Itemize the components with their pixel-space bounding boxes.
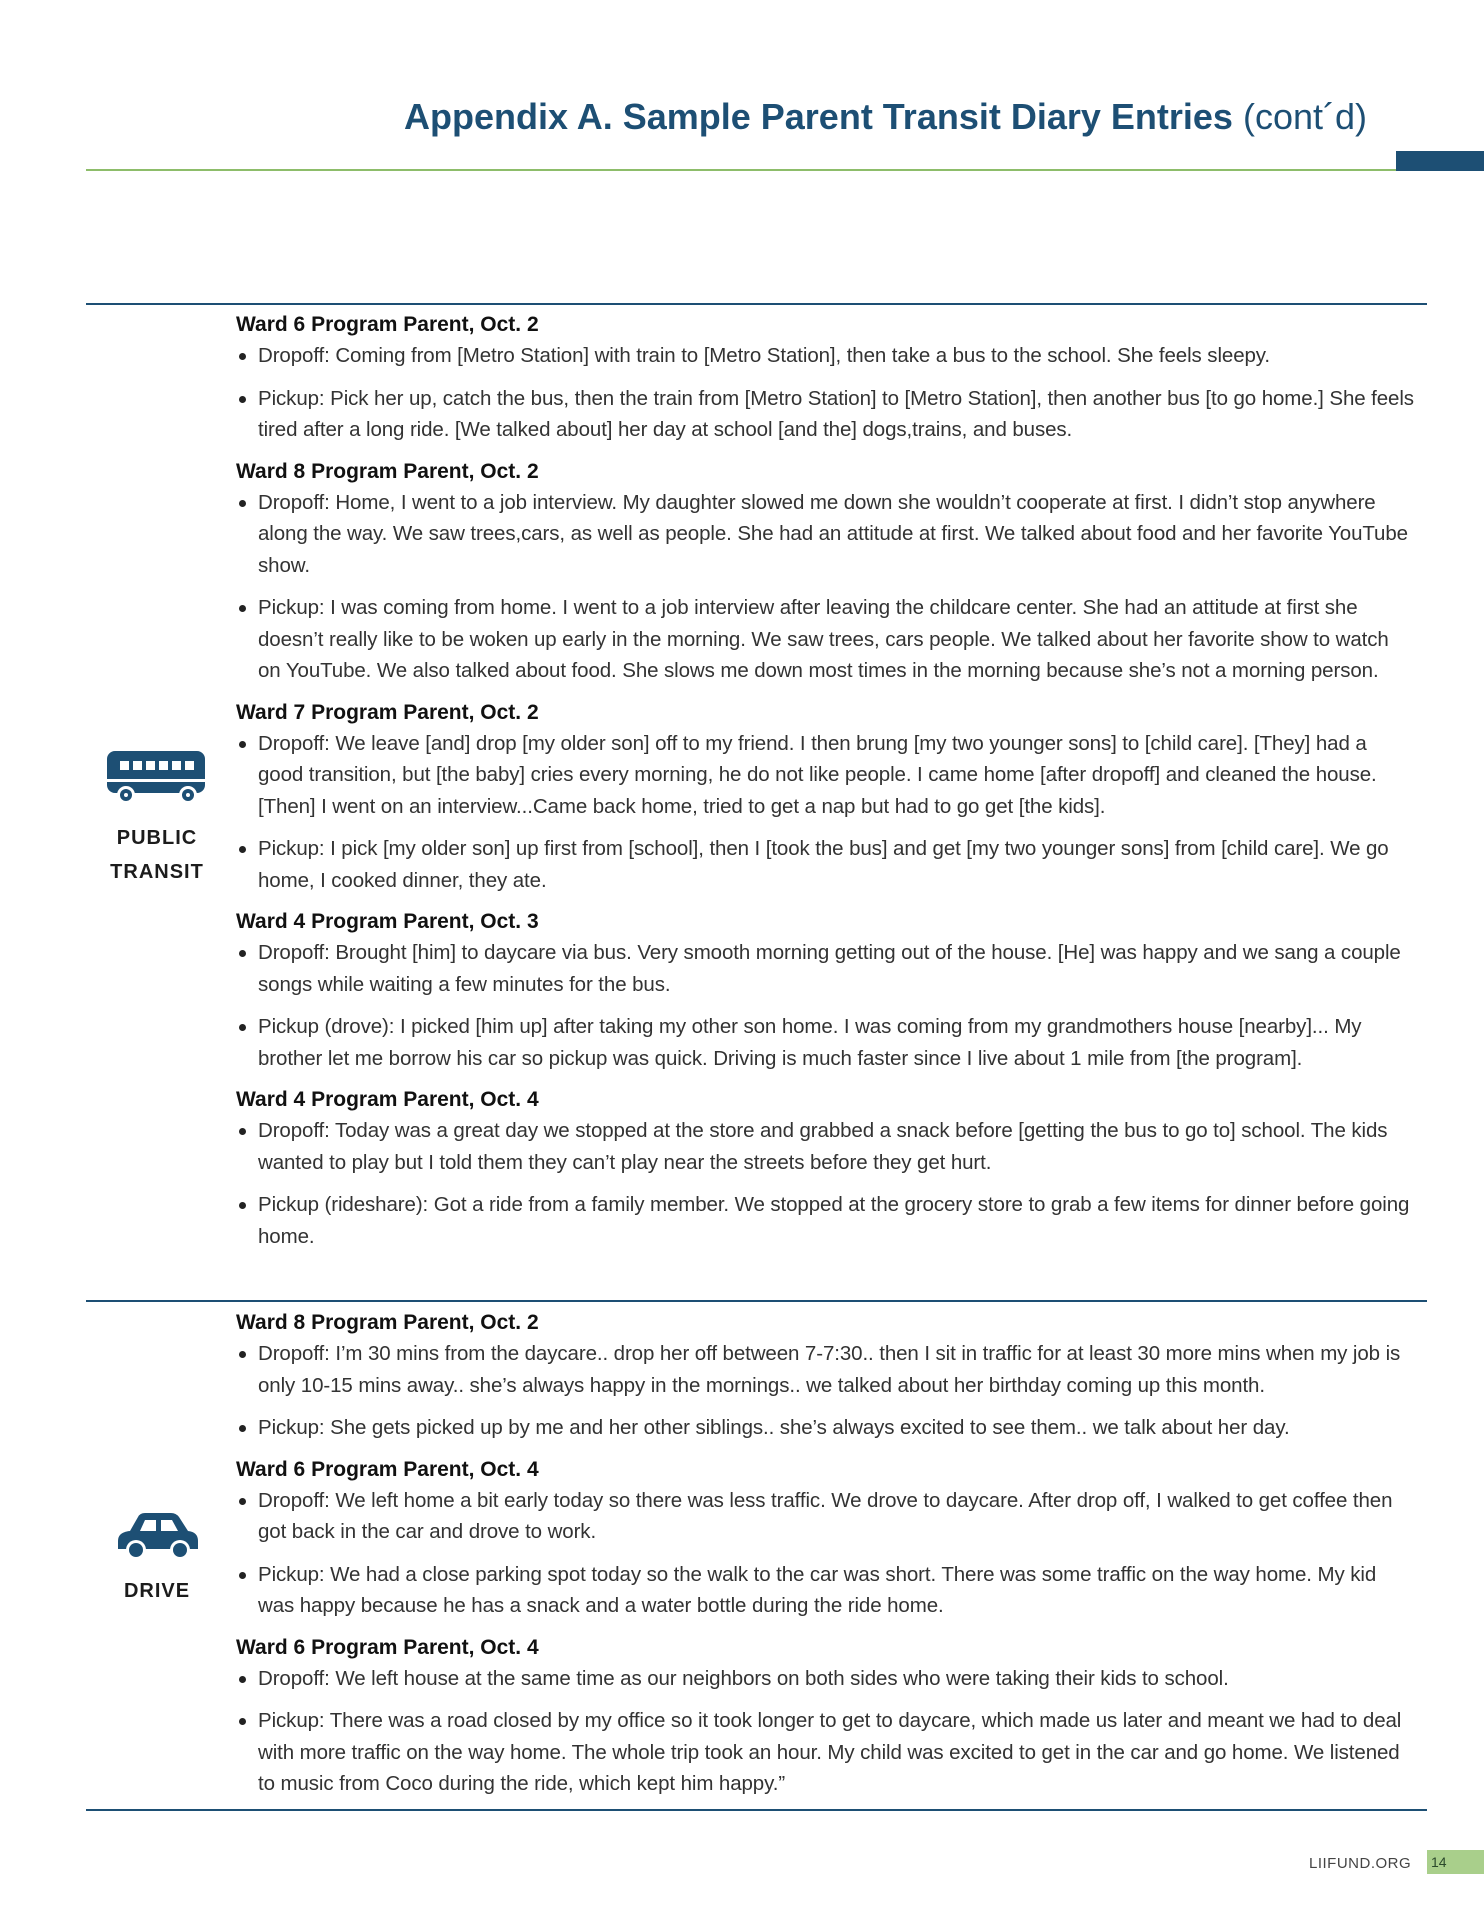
mode-label-line2: TRANSIT: [110, 861, 204, 883]
entry-pickup: Pickup: There was a road closed by my office so it took longer to get to daycare, which made us later and meant we had to deal with more traffic on the way home. The whole trip took an hour. My child was excited to get in the car and go home. We listened to music from Coco during the ride, which kept him happy.”: [236, 1705, 1416, 1800]
entry-pickup: Pickup: She gets picked up by me and her other siblings.. she’s always excited to see them.. we talk about her day.: [236, 1412, 1416, 1444]
entry-pickup: Pickup (rideshare): Got a ride from a family member. We stopped at the grocery store to grab a few items for dinner before going home.: [236, 1189, 1416, 1252]
car-icon: [116, 1511, 200, 1561]
mode-label-drive: [87, 1574, 227, 1608]
diary-entry: [236, 1308, 1416, 1444]
entry-heading: Ward 4 Program Parent, Oct. 3: [236, 910, 539, 933]
page-number: 14: [1427, 1850, 1484, 1874]
page-title: [404, 96, 1367, 138]
entry-heading: Ward 8 Program Parent, Oct. 2: [236, 1311, 539, 1334]
page-title-suffix: (cont´d): [1242, 96, 1367, 137]
entry-heading: Ward 8 Program Parent, Oct. 2: [236, 459, 539, 483]
entry-pickup: Pickup: We had a close parking spot today so the walk to the car was short. There was some traffic on the way home. My kid was happy because he has a snack and a water bottle during the ride home.: [236, 1559, 1416, 1622]
diary-entry: [236, 1085, 1416, 1252]
entry-pickup: Pickup: I pick [my older son] up first from [school], then I [took the bus] and get [my two younger sons] from [child care]. We go home, I cooked dinner, they ate.: [236, 833, 1416, 896]
entry-pickup: Pickup: I was coming from home. I went to a job interview after leaving the childcare center. She had an attitude at first she doesn’t really like to be woken up early in the morning. We saw trees, cars people. We talked about her favorite show to watch on YouTube. We also talked about food. She slows me down most times in the morning because she’s not a morning person.: [236, 592, 1416, 687]
drive-entries: [236, 1308, 1416, 1811]
entry-dropoff: Dropoff: Home, I went to a job interview. My daughter slowed me down she wouldn’t cooperate at first. I didn’t stop anywhere along the way. We saw trees,cars, as well as people. She had an attitude at first. We talked about food and her favorite YouTube show.: [236, 487, 1416, 582]
entry-dropoff: Dropoff: We leave [and] drop [my older son] off to my friend. I then brung [my two younger sons] to [child care]. [They] had a good transition, but [the baby] cries every morning, he do not like people. I came home [after dropoff] and cleaned the house. [Then] I went on an interview...Came back home, tried to get a nap but had to go get [the kids].: [236, 728, 1416, 823]
mode-label-public-transit: [87, 821, 227, 889]
header-divider: [86, 169, 1396, 171]
entry-heading: Ward 6 Program Parent, Oct. 2: [236, 313, 539, 336]
mode-label-line1: DRIVE: [123, 1580, 191, 1602]
entry-heading: Ward 6 Program Parent, Oct. 4: [236, 1457, 539, 1481]
section-divider-top: [86, 303, 1427, 305]
entry-dropoff: Dropoff: Coming from [Metro Station] with train to [Metro Station], then take a bus to the school. She feels sleepy.: [236, 340, 1416, 372]
bus-icon: [106, 749, 206, 807]
entry-dropoff: Dropoff: We left house at the same time as our neighbors on both sides who were taking their kids to school.: [236, 1663, 1416, 1695]
page-title-main: Appendix A. Sample Parent Transit Diary Entries: [404, 96, 1233, 137]
diary-entry: [236, 310, 1416, 446]
entry-dropoff: Dropoff: We left home a bit early today so there was less traffic. We drove to daycare. After drop off, I walked to get coffee then got back in the car and drove to work.: [236, 1485, 1416, 1548]
mode-label-line1: PUBLIC: [116, 827, 198, 849]
entry-heading: Ward 4 Program Parent, Oct. 4: [236, 1088, 539, 1111]
diary-entry: [236, 1633, 1416, 1800]
diary-entry: [236, 698, 1416, 897]
entry-dropoff: Dropoff: Today was a great day we stopped at the store and grabbed a snack before [getting the bus to go to] school. The kids wanted to play but I told them they can’t play near the streets before they get hurt.: [236, 1115, 1416, 1178]
entry-dropoff: Dropoff: Brought [him] to daycare via bus. Very smooth morning getting out of the house. [He] was happy and we sang a couple songs while waiting a few minutes for the bus.: [236, 937, 1416, 1000]
diary-entry: [236, 457, 1416, 687]
diary-entry: [236, 907, 1416, 1074]
section-divider-middle: [86, 1300, 1427, 1302]
entry-dropoff: Dropoff: I’m 30 mins from the daycare.. drop her off between 7-7:30.. then I sit in traffic for at least 30 more mins when my job is only 10-15 mins away.. she’s always happy in the mornings.. we talked about her birthday coming up this month.: [236, 1338, 1416, 1401]
footer-website: LIIFUND.ORG: [1309, 1855, 1412, 1872]
header-accent-tab: [1396, 151, 1484, 171]
entry-pickup: Pickup (drove): I picked [him up] after taking my other son home. I was coming from my grandmothers house [nearby]... My brother let me borrow his car so pickup was quick. Driving is much faster since I live about 1 mile from [the program].: [236, 1011, 1416, 1074]
entry-pickup: Pickup: Pick her up, catch the bus, then the train from [Metro Station] to [Metro Station], then another bus [to go home.] She feels tired after a long ride. [We talked about] her day at school [and the] dogs,trains, and buses.: [236, 383, 1416, 446]
entry-heading: Ward 7 Program Parent, Oct. 2: [236, 700, 539, 724]
entry-heading: Ward 6 Program Parent, Oct. 4: [236, 1635, 539, 1659]
diary-entry: [236, 1455, 1416, 1622]
public-transit-entries: [236, 310, 1416, 1263]
